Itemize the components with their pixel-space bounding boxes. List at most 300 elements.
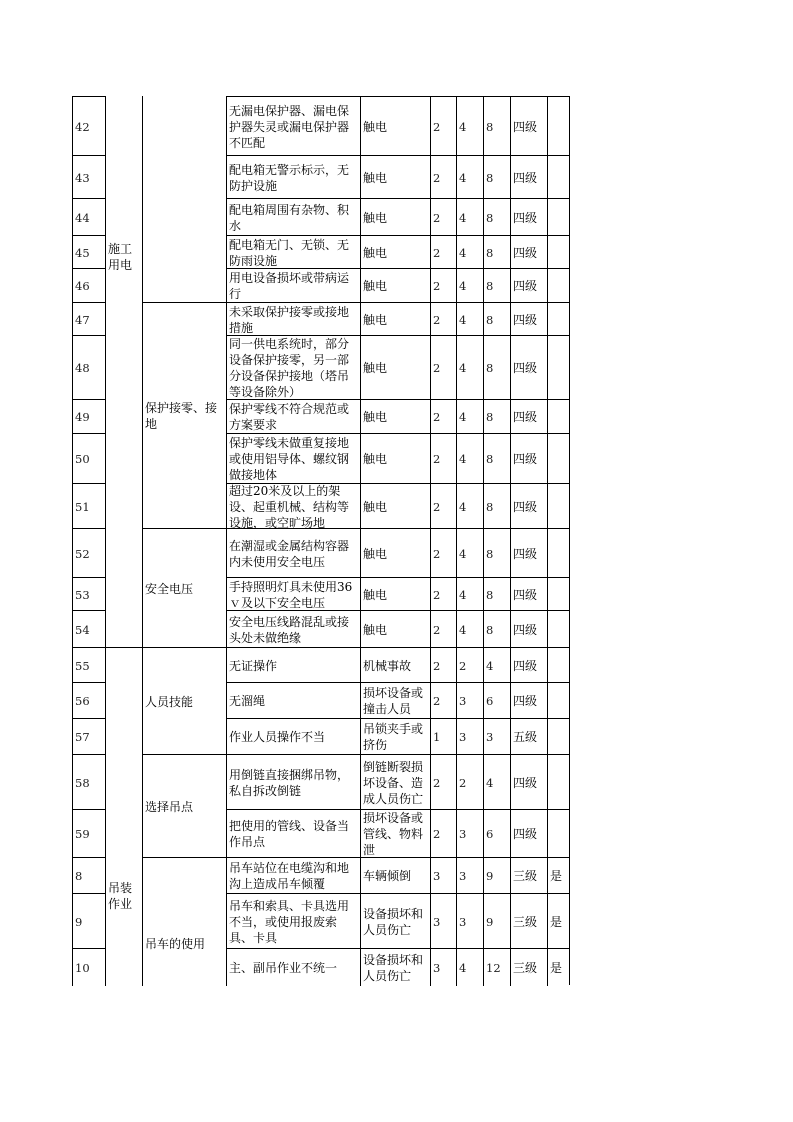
row-number-cell <box>72 528 106 578</box>
score-cell-text: 8 <box>486 410 494 424</box>
category-cell <box>105 96 143 648</box>
exposure-cell <box>456 718 484 755</box>
row-number-cell-text: 45 <box>75 245 90 260</box>
consequence-cell <box>360 893 431 949</box>
row-number-cell-text: 47 <box>75 312 90 327</box>
risk-level-cell-text: 四级 <box>513 361 538 375</box>
consequence-cell-text: 触电 <box>363 622 388 637</box>
major-risk-cell <box>547 718 570 755</box>
consequence-cell <box>360 335 431 400</box>
risk-level-cell <box>510 302 548 336</box>
consequence-cell-text: 车辆倾倒 <box>363 869 412 883</box>
consequence-cell-text: 设备损坏和人员伤亡 <box>363 952 424 983</box>
subcategory-cell-text: 安全电压 <box>145 581 194 596</box>
exposure-cell <box>456 647 484 683</box>
hazard-cell-text: 无漏电保护器、漏电保护器失灵或漏电保护器不匹配 <box>229 103 350 150</box>
risk-level-cell-text: 四级 <box>513 210 538 225</box>
major-risk-cell <box>547 528 570 578</box>
score-cell <box>483 682 511 719</box>
score-cell-text: 9 <box>486 869 494 883</box>
major-risk-cell <box>547 96 570 156</box>
risk-level-cell <box>510 155 548 199</box>
consequence-cell <box>360 155 431 199</box>
subcategory-cell-text: 保护接零、接地 <box>145 401 218 431</box>
exposure-cell <box>456 399 484 434</box>
likelihood-cell <box>430 483 457 529</box>
hazard-cell <box>226 399 361 434</box>
row-number-cell-text: 9 <box>75 914 83 929</box>
risk-level-cell <box>510 754 548 810</box>
exposure-cell-text: 4 <box>459 245 467 260</box>
hazard-cell <box>226 610 361 648</box>
major-risk-cell <box>547 754 570 810</box>
hazard-cell <box>226 577 361 611</box>
major-risk-cell <box>547 483 570 529</box>
consequence-cell <box>360 577 431 611</box>
risk-level-cell-text: 四级 <box>513 452 538 466</box>
risk-level-cell <box>510 433 548 484</box>
exposure-cell <box>456 610 484 648</box>
likelihood-cell <box>430 399 457 434</box>
likelihood-cell-text: 2 <box>433 452 441 466</box>
score-cell <box>483 948 511 986</box>
score-cell-text: 8 <box>486 587 494 602</box>
risk-level-cell <box>510 335 548 400</box>
likelihood-cell <box>430 647 457 683</box>
row-number-cell-text: 8 <box>75 869 83 883</box>
risk-level-cell <box>510 682 548 719</box>
exposure-cell <box>456 754 484 810</box>
score-cell <box>483 483 511 529</box>
row-number-cell-text: 50 <box>75 452 90 466</box>
risk-level-cell <box>510 718 548 755</box>
consequence-cell <box>360 754 431 810</box>
score-cell-text: 8 <box>486 245 494 260</box>
hazard-cell <box>226 302 361 336</box>
major-risk-cell <box>547 198 570 236</box>
hazard-cell <box>226 483 361 529</box>
exposure-cell-text: 4 <box>459 622 467 637</box>
hazard-cell <box>226 647 361 683</box>
likelihood-cell <box>430 302 457 336</box>
exposure-cell-text: 4 <box>459 279 467 293</box>
risk-level-cell <box>510 647 548 683</box>
hazard-cell <box>226 682 361 719</box>
row-number-cell-text: 10 <box>75 960 90 975</box>
likelihood-cell <box>430 754 457 810</box>
subcategory-cell <box>142 302 227 529</box>
hazard-cell <box>226 754 361 810</box>
consequence-cell <box>360 857 431 894</box>
risk-level-cell-text: 四级 <box>513 312 538 327</box>
score-cell-text: 8 <box>486 452 494 466</box>
consequence-cell <box>360 235 431 269</box>
subcategory-cell <box>142 754 227 858</box>
score-cell-text: 8 <box>486 361 494 375</box>
hazard-cell <box>226 857 361 894</box>
likelihood-cell <box>430 528 457 578</box>
row-number-cell <box>72 155 106 199</box>
row-number-cell-text: 46 <box>75 279 90 293</box>
consequence-cell-text: 触电 <box>363 119 388 134</box>
exposure-cell-text: 2 <box>459 775 467 790</box>
score-cell <box>483 155 511 199</box>
risk-level-cell <box>510 268 548 303</box>
row-number-cell <box>72 268 106 303</box>
subcategory-cell <box>142 96 227 303</box>
score-cell <box>483 302 511 336</box>
consequence-cell <box>360 610 431 648</box>
hazard-cell <box>226 893 361 949</box>
likelihood-cell <box>430 857 457 894</box>
score-cell-text: 12 <box>486 960 501 975</box>
score-cell-text: 8 <box>486 546 494 561</box>
exposure-cell-text: 4 <box>459 361 467 375</box>
likelihood-cell <box>430 235 457 269</box>
consequence-cell-text: 触电 <box>363 546 388 561</box>
consequence-cell-text: 倒链断裂损坏设备、造成人员伤亡 <box>363 759 424 806</box>
risk-level-cell-text: 四级 <box>513 245 538 260</box>
subcategory-cell-text: 选择吊点 <box>145 799 194 814</box>
exposure-cell <box>456 335 484 400</box>
hazard-cell-text: 用倒链直接捆绑吊物，私自拆改倒链 <box>229 767 350 798</box>
risk-level-cell <box>510 198 548 236</box>
exposure-cell <box>456 893 484 949</box>
likelihood-cell <box>430 335 457 400</box>
hazard-cell-text: 未采取保护接零或接地措施 <box>229 304 350 335</box>
score-cell-text: 8 <box>486 622 494 637</box>
score-cell <box>483 96 511 156</box>
subcategory-cell <box>142 647 227 755</box>
hazard-cell-text: 吊车和索具、卡具选用不当，或使用报废索具、卡具 <box>229 898 350 945</box>
score-cell <box>483 528 511 578</box>
hazard-cell-text: 把使用的管线、设备当作吊点 <box>229 819 350 849</box>
hazard-cell-text: 安全电压线路混乱或接头处未做绝缘 <box>229 614 350 645</box>
exposure-cell-text: 3 <box>459 914 467 929</box>
exposure-cell-text: 4 <box>459 546 467 561</box>
likelihood-cell-text: 3 <box>433 960 441 975</box>
likelihood-cell-text: 2 <box>433 622 441 637</box>
risk-level-cell <box>510 610 548 648</box>
row-number-cell <box>72 857 106 894</box>
exposure-cell-text: 4 <box>459 960 467 975</box>
row-number-cell <box>72 96 106 156</box>
major-risk-cell <box>547 610 570 648</box>
consequence-cell-text: 触电 <box>363 279 388 293</box>
score-cell-text: 6 <box>486 827 494 841</box>
score-cell <box>483 718 511 755</box>
risk-level-cell <box>510 809 548 858</box>
score-cell-text: 8 <box>486 119 494 134</box>
major-risk-cell <box>547 235 570 269</box>
consequence-cell-text: 触电 <box>363 410 388 424</box>
major-risk-cell <box>547 948 570 986</box>
row-number-cell-text: 53 <box>75 587 90 602</box>
risk-level-cell-text: 四级 <box>513 658 538 673</box>
row-number-cell-text: 58 <box>75 775 90 790</box>
row-number-cell-text: 43 <box>75 170 90 185</box>
row-number-cell-text: 52 <box>75 546 90 561</box>
major-risk-cell <box>547 268 570 303</box>
likelihood-cell-text: 2 <box>433 546 441 561</box>
score-cell-text: 4 <box>486 658 494 673</box>
row-number-cell-text: 44 <box>75 210 90 225</box>
exposure-cell-text: 4 <box>459 587 467 602</box>
table-right-border <box>569 96 570 985</box>
exposure-cell <box>456 682 484 719</box>
likelihood-cell-text: 2 <box>433 119 441 134</box>
likelihood-cell-text: 3 <box>433 869 441 883</box>
score-cell <box>483 335 511 400</box>
risk-level-cell-text: 四级 <box>513 775 538 790</box>
subcategory-cell-text: 人员技能 <box>145 694 194 709</box>
consequence-cell <box>360 528 431 578</box>
hazard-cell <box>226 528 361 578</box>
exposure-cell-text: 4 <box>459 452 467 466</box>
consequence-cell <box>360 948 431 986</box>
major-risk-cell <box>547 155 570 199</box>
likelihood-cell-text: 2 <box>433 694 441 708</box>
likelihood-cell-text: 2 <box>433 170 441 185</box>
score-cell-text: 8 <box>486 312 494 327</box>
likelihood-cell-text: 2 <box>433 210 441 225</box>
likelihood-cell <box>430 198 457 236</box>
exposure-cell-text: 4 <box>459 119 467 134</box>
likelihood-cell <box>430 682 457 719</box>
risk-level-cell <box>510 399 548 434</box>
consequence-cell <box>360 647 431 683</box>
hazard-cell <box>226 268 361 303</box>
exposure-cell <box>456 155 484 199</box>
exposure-cell-text: 4 <box>459 210 467 225</box>
row-number-cell-text: 54 <box>75 622 90 637</box>
consequence-cell-text: 损坏设备或管线、物料泄 <box>363 811 424 857</box>
risk-level-cell-text: 三级 <box>513 914 538 929</box>
likelihood-cell <box>430 268 457 303</box>
likelihood-cell-text: 2 <box>433 499 441 514</box>
risk-level-cell-text: 四级 <box>513 170 538 185</box>
risk-level-cell-text: 四级 <box>513 694 538 708</box>
consequence-cell <box>360 268 431 303</box>
major-risk-cell <box>547 433 570 484</box>
consequence-cell-text: 触电 <box>363 361 388 375</box>
consequence-cell <box>360 399 431 434</box>
exposure-cell <box>456 577 484 611</box>
hazard-cell-text: 用电设备损坏或带病运行 <box>229 271 350 301</box>
exposure-cell <box>456 96 484 156</box>
consequence-cell-text: 设备损坏和人员伤亡 <box>363 906 424 937</box>
exposure-cell <box>456 433 484 484</box>
score-cell <box>483 235 511 269</box>
row-number-cell-text: 51 <box>75 499 90 514</box>
row-number-cell-text: 49 <box>75 410 90 424</box>
consequence-cell-text: 损坏设备或撞击人员 <box>363 686 424 716</box>
risk-level-cell-text: 四级 <box>513 622 538 637</box>
row-number-cell <box>72 754 106 810</box>
risk-level-cell-text: 三级 <box>513 960 538 975</box>
risk-level-cell <box>510 528 548 578</box>
score-cell <box>483 647 511 683</box>
consequence-cell <box>360 718 431 755</box>
risk-level-cell <box>510 96 548 156</box>
major-risk-cell <box>547 893 570 949</box>
major-risk-cell <box>547 302 570 336</box>
exposure-cell <box>456 948 484 986</box>
row-number-cell <box>72 198 106 236</box>
score-cell <box>483 754 511 810</box>
score-cell-text: 8 <box>486 279 494 293</box>
hazard-cell <box>226 718 361 755</box>
row-number-cell <box>72 809 106 858</box>
row-number-cell <box>72 235 106 269</box>
score-cell <box>483 577 511 611</box>
risk-level-cell-text: 四级 <box>513 587 538 602</box>
exposure-cell-text: 4 <box>459 312 467 327</box>
consequence-cell-text: 触电 <box>363 587 388 602</box>
major-risk-cell <box>547 647 570 683</box>
risk-level-cell <box>510 483 548 529</box>
row-number-cell <box>72 682 106 719</box>
likelihood-cell-text: 2 <box>433 410 441 424</box>
row-number-cell <box>72 399 106 434</box>
subcategory-cell-text: 吊车的使用 <box>145 937 206 951</box>
hazard-cell-text: 配电箱无警示标示，无防护设施 <box>229 162 350 193</box>
consequence-cell <box>360 483 431 529</box>
hazard-cell <box>226 335 361 400</box>
exposure-cell <box>456 483 484 529</box>
risk-level-cell <box>510 948 548 986</box>
hazard-cell-text: 作业人员操作不当 <box>229 730 326 744</box>
hazard-cell <box>226 809 361 858</box>
likelihood-cell <box>430 433 457 484</box>
hazard-cell <box>226 96 361 156</box>
category-cell-text: 吊装 作业 <box>108 881 133 911</box>
row-number-cell-text: 59 <box>75 827 90 841</box>
row-number-cell-text: 48 <box>75 361 90 375</box>
likelihood-cell <box>430 577 457 611</box>
major-risk-cell <box>547 857 570 894</box>
risk-level-cell-text: 四级 <box>513 119 538 134</box>
score-cell <box>483 433 511 484</box>
consequence-cell <box>360 809 431 858</box>
exposure-cell-text: 3 <box>459 694 467 708</box>
consequence-cell <box>360 433 431 484</box>
hazard-cell-text: 配电箱无门、无锁、无防雨设施 <box>229 237 350 268</box>
hazard-cell-text: 吊车站位在电缆沟和地沟上造成吊车倾覆 <box>229 861 350 891</box>
risk-level-cell <box>510 235 548 269</box>
score-cell-text: 9 <box>486 914 494 929</box>
hazard-cell-text: 无证操作 <box>229 658 278 673</box>
hazard-cell <box>226 235 361 269</box>
hazard-cell-text: 主、副吊作业不统一 <box>229 960 338 975</box>
major-risk-cell <box>547 682 570 719</box>
row-number-cell-text: 42 <box>75 119 90 134</box>
exposure-cell <box>456 528 484 578</box>
consequence-cell <box>360 682 431 719</box>
subcategory-cell <box>142 528 227 648</box>
row-number-cell <box>72 433 106 484</box>
exposure-cell-text: 4 <box>459 499 467 514</box>
likelihood-cell-text: 2 <box>433 827 441 841</box>
exposure-cell-text: 3 <box>459 869 467 883</box>
likelihood-cell-text: 2 <box>433 587 441 602</box>
consequence-cell <box>360 302 431 336</box>
consequence-cell <box>360 198 431 236</box>
hazard-cell-text: 保护零线不符合规范或方案要求 <box>229 402 350 432</box>
category-cell <box>105 647 143 986</box>
major-risk-cell <box>547 809 570 858</box>
hazard-cell-text: 同一供电系统时，部分设备保护接零，另一部分设备保护接地（塔吊等设备除外） <box>229 337 350 399</box>
row-number-cell-text: 56 <box>75 694 90 708</box>
hazard-cell <box>226 198 361 236</box>
consequence-cell-text: 触电 <box>363 312 388 327</box>
likelihood-cell-text: 1 <box>433 730 441 744</box>
risk-level-cell <box>510 893 548 949</box>
risk-level-cell-text: 四级 <box>513 827 538 841</box>
major-risk-cell <box>547 577 570 611</box>
score-cell-text: 4 <box>486 775 494 790</box>
hazard-cell-text: 在潮湿或金属结构容器内未使用安全电压 <box>229 538 350 569</box>
row-number-cell <box>72 647 106 683</box>
consequence-cell-text: 触电 <box>363 170 388 185</box>
likelihood-cell <box>430 948 457 986</box>
score-cell-text: 6 <box>486 694 494 708</box>
exposure-cell-text: 2 <box>459 658 467 673</box>
likelihood-cell-text: 2 <box>433 361 441 375</box>
row-number-cell <box>72 718 106 755</box>
exposure-cell <box>456 268 484 303</box>
major-risk-cell-text: 是 <box>550 869 563 883</box>
consequence-cell-text: 机械事故 <box>363 658 412 673</box>
score-cell <box>483 399 511 434</box>
major-risk-cell <box>547 399 570 434</box>
consequence-cell-text: 触电 <box>363 245 388 260</box>
likelihood-cell-text: 3 <box>433 914 441 929</box>
likelihood-cell <box>430 610 457 648</box>
exposure-cell <box>456 198 484 236</box>
likelihood-cell <box>430 155 457 199</box>
risk-level-cell <box>510 577 548 611</box>
likelihood-cell <box>430 96 457 156</box>
category-cell-text: 施工 用电 <box>108 242 133 272</box>
score-cell-text: 8 <box>486 170 494 185</box>
risk-level-cell-text: 三级 <box>513 869 538 883</box>
hazard-cell-text: 手持照明灯具未使用36ｖ及以下安全电压 <box>229 579 353 610</box>
score-cell <box>483 893 511 949</box>
row-number-cell <box>72 302 106 336</box>
exposure-cell <box>456 857 484 894</box>
major-risk-cell <box>547 335 570 400</box>
consequence-cell-text: 触电 <box>363 499 388 514</box>
row-number-cell <box>72 483 106 529</box>
row-number-cell-text: 55 <box>75 658 90 673</box>
likelihood-cell <box>430 718 457 755</box>
risk-level-cell-text: 四级 <box>513 546 538 561</box>
risk-level-cell <box>510 857 548 894</box>
score-cell-text: 8 <box>486 210 494 225</box>
major-risk-cell-text: 是 <box>550 960 563 975</box>
hazard-cell-text: 超过20米及以上的架设、起重机械、结构等设施，或空旷场地 <box>229 483 350 529</box>
likelihood-cell-text: 2 <box>433 312 441 327</box>
risk-level-cell-text: 五级 <box>513 730 538 744</box>
exposure-cell-text: 3 <box>459 730 467 744</box>
major-risk-cell-text: 是 <box>550 914 563 929</box>
score-cell <box>483 610 511 648</box>
likelihood-cell-text: 2 <box>433 279 441 293</box>
row-number-cell <box>72 948 106 986</box>
hazard-cell <box>226 155 361 199</box>
row-number-cell <box>72 610 106 648</box>
